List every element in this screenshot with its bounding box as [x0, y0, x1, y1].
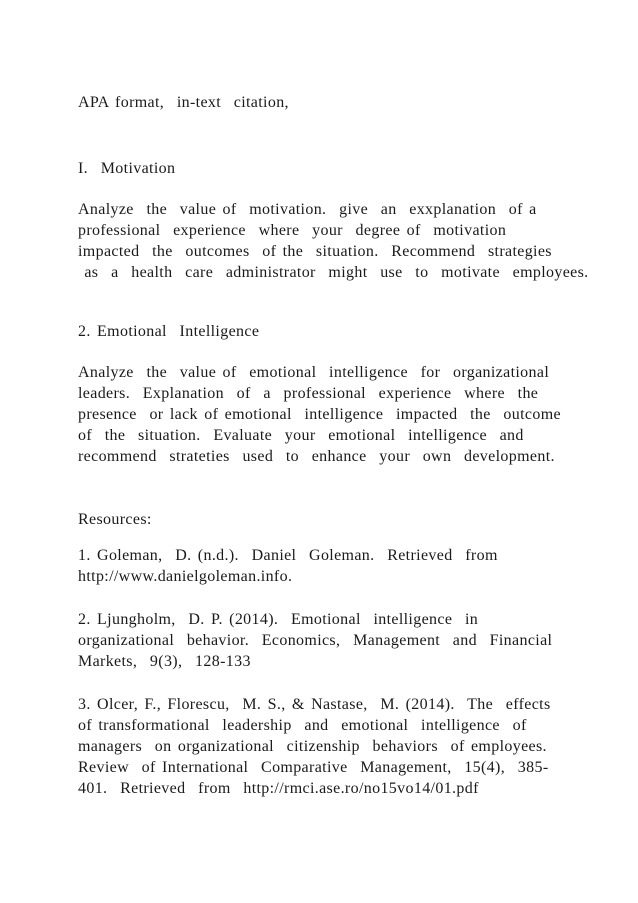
emotional-intelligence-line: presence or lack of emotional intelligence impacted the outcome — [78, 406, 561, 423]
section-motivation-heading: I. Motivation — [78, 160, 176, 177]
motivation-line: as a health care administrator might use to motivate employees. — [78, 264, 589, 281]
reference-line: http://www.danielgoleman.info. — [78, 568, 293, 585]
reference-line: managers on organizational citizenship behaviors of employees. — [78, 738, 547, 755]
reference-line: Markets, 9(3), 128-133 — [78, 653, 251, 670]
reference-line: organizational behavior. Economics, Management and Financial — [78, 632, 553, 649]
resources-heading: Resources: — [78, 511, 152, 528]
header-line: APA format, in-text citation, — [78, 94, 289, 111]
emotional-intelligence-line: recommend strateties used to enhance your own development. — [78, 448, 555, 465]
motivation-line: professional experience where your degree of motivation — [78, 222, 507, 239]
section-emotional-intelligence-heading: 2. Emotional Intelligence — [78, 323, 260, 340]
motivation-line: Analyze the value of motivation. give an exxplanation of a — [78, 201, 537, 218]
reference-line: 3. Olcer, F., Florescu, M. S., & Nastase, M. (2014). The effects — [78, 696, 551, 713]
motivation-line: impacted the outcomes of the situation. Recommend strategies — [78, 243, 552, 260]
reference-line: 401. Retrieved from http://rmci.ase.ro/no15vo14/01.pdf — [78, 780, 479, 797]
emotional-intelligence-line: Analyze the value of emotional intelligence for organizational — [78, 364, 550, 381]
reference-line: Review of International Comparative Management, 15(4), 385- — [78, 759, 549, 776]
emotional-intelligence-line: of the situation. Evaluate your emotional intelligence and — [78, 427, 524, 444]
reference-line: 1. Goleman, D. (n.d.). Daniel Goleman. Retrieved from — [78, 547, 498, 564]
emotional-intelligence-line: leaders. Explanation of a professional experience where the — [78, 385, 539, 402]
reference-line: 2. Ljungholm, D. P. (2014). Emotional intelligence in — [78, 611, 479, 628]
reference-line: of transformational leadership and emotional intelligence of — [78, 717, 527, 734]
